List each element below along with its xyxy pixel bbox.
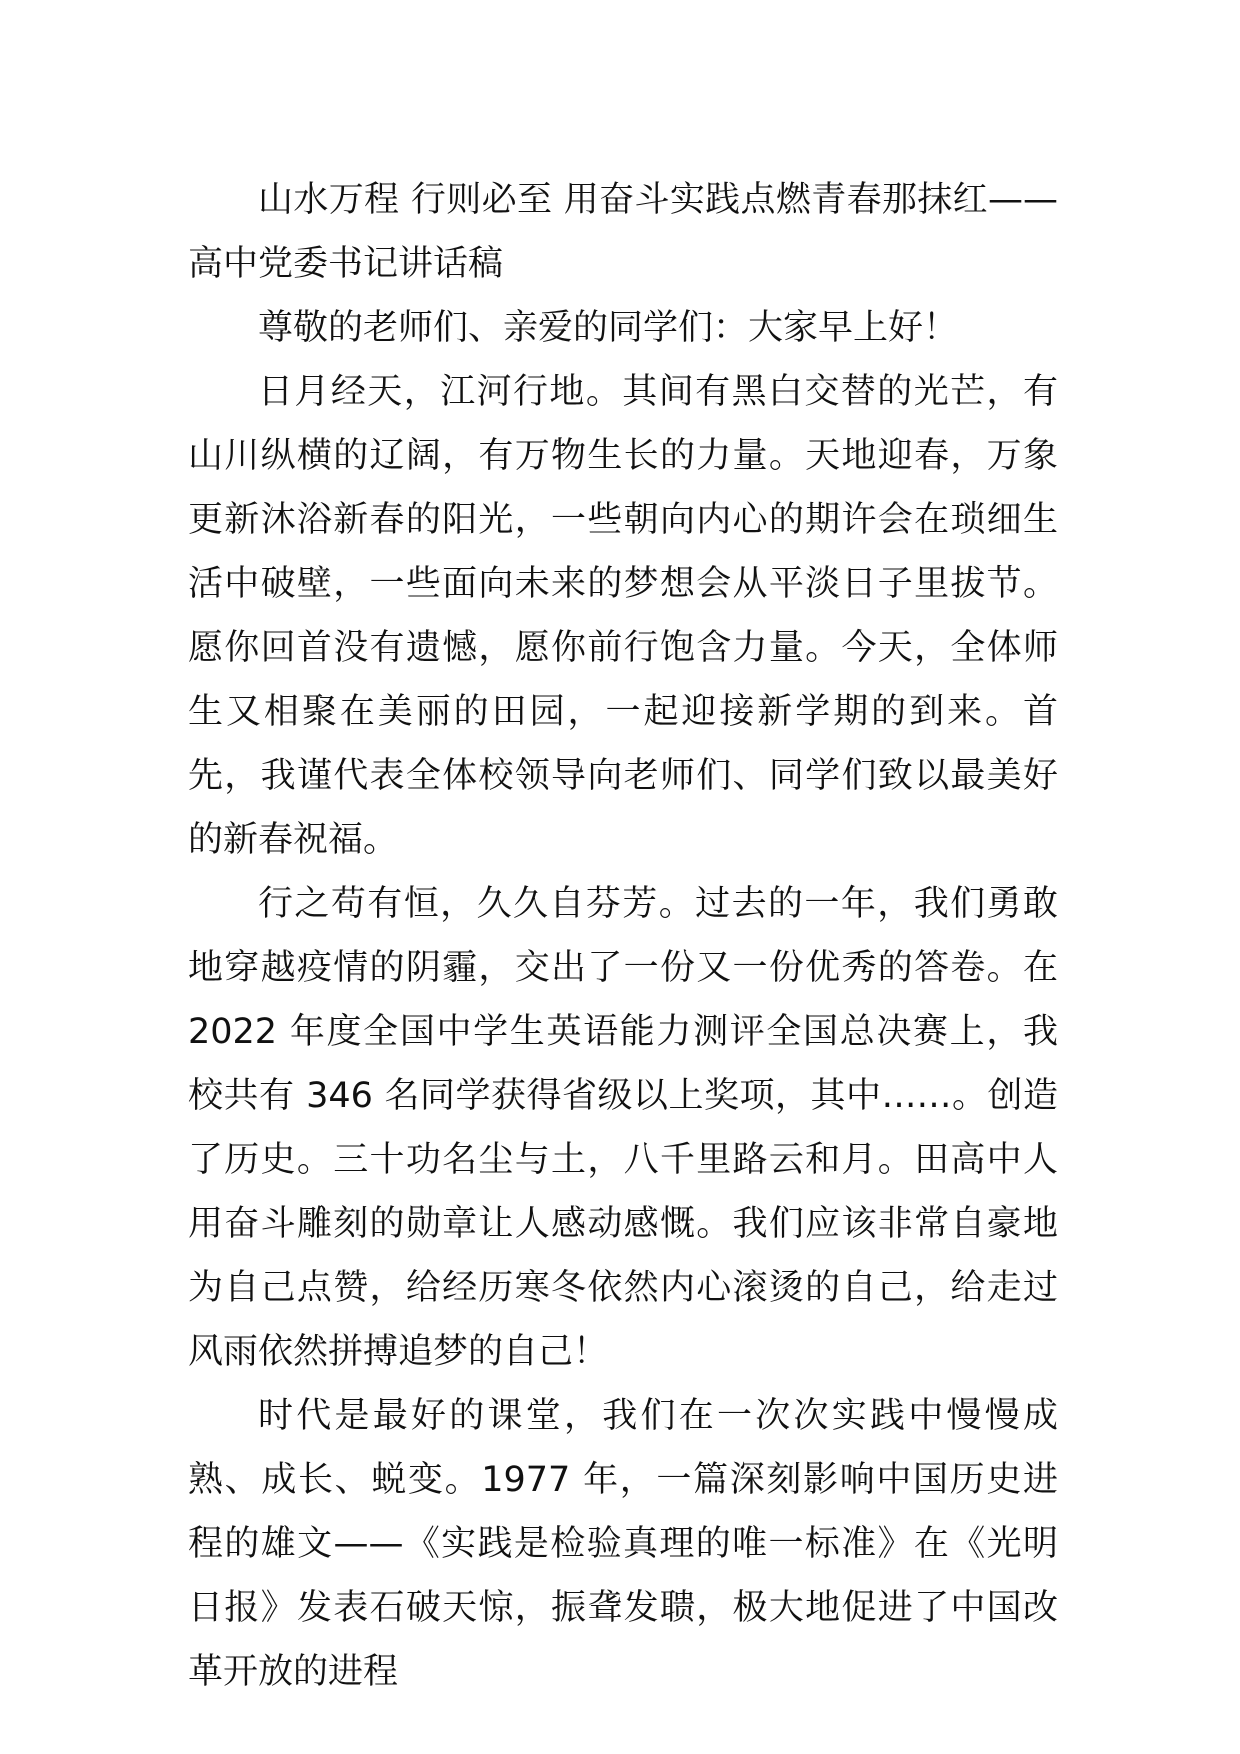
greeting: 尊敬的老师们、亲爱的同学们：大家早上好！ (258, 308, 959, 348)
paragraph: 行之苟有恒，久久自芬芳。过去的一年，我们勇敢地穿越疫情的阴霾，交出了一份又一份优秀的答卷。在 2022 年度全国中学生英语能力测评全国总决赛上，我校共有 346 名同学获得省级以上奖项，其中……。创造了历史。三十功名尘与土，八千里路云和月。田高中人用奋斗雕刻的勋章让人感动感慨。我们应该非常自豪地为自己点赞，给经历寒冬依然内心滚烫的自己，给走过风雨依然拼搏追梦的自己！ (188, 884, 1058, 1372)
paragraph: 时代是最好的课堂，我们在一次次实践中慢慢成熟、成长、蜕变。1977 年，一篇深刻影响中国历史进程的雄文——《实践是检验真理的唯一标准》在《光明日报》发表石破天惊，振聋发聩，极大地促进了中国改革开放的进程 (188, 1396, 1058, 1692)
document-title: 山水万程 行则必至 用奋斗实践点燃青春那抹红——高中党委书记讲话稿 (188, 180, 1058, 284)
document-body (188, 168, 1058, 1704)
paragraph: 日月经天，江河行地。其间有黑白交替的光芒，有山川纵横的辽阔，有万物生长的力量。天地迎春，万象更新沐浴新春的阳光，一些朝向内心的期许会在琐细生活中破壁，一些面向未来的梦想会从平淡日子里拔节。愿你回首没有遗憾，愿你前行饱含力量。今天，全体师生又相聚在美丽的田园，一起迎接新学期的到来。首先，我谨代表全体校领导向老师们、同学们致以最美好的新春祝福。 (188, 372, 1058, 860)
